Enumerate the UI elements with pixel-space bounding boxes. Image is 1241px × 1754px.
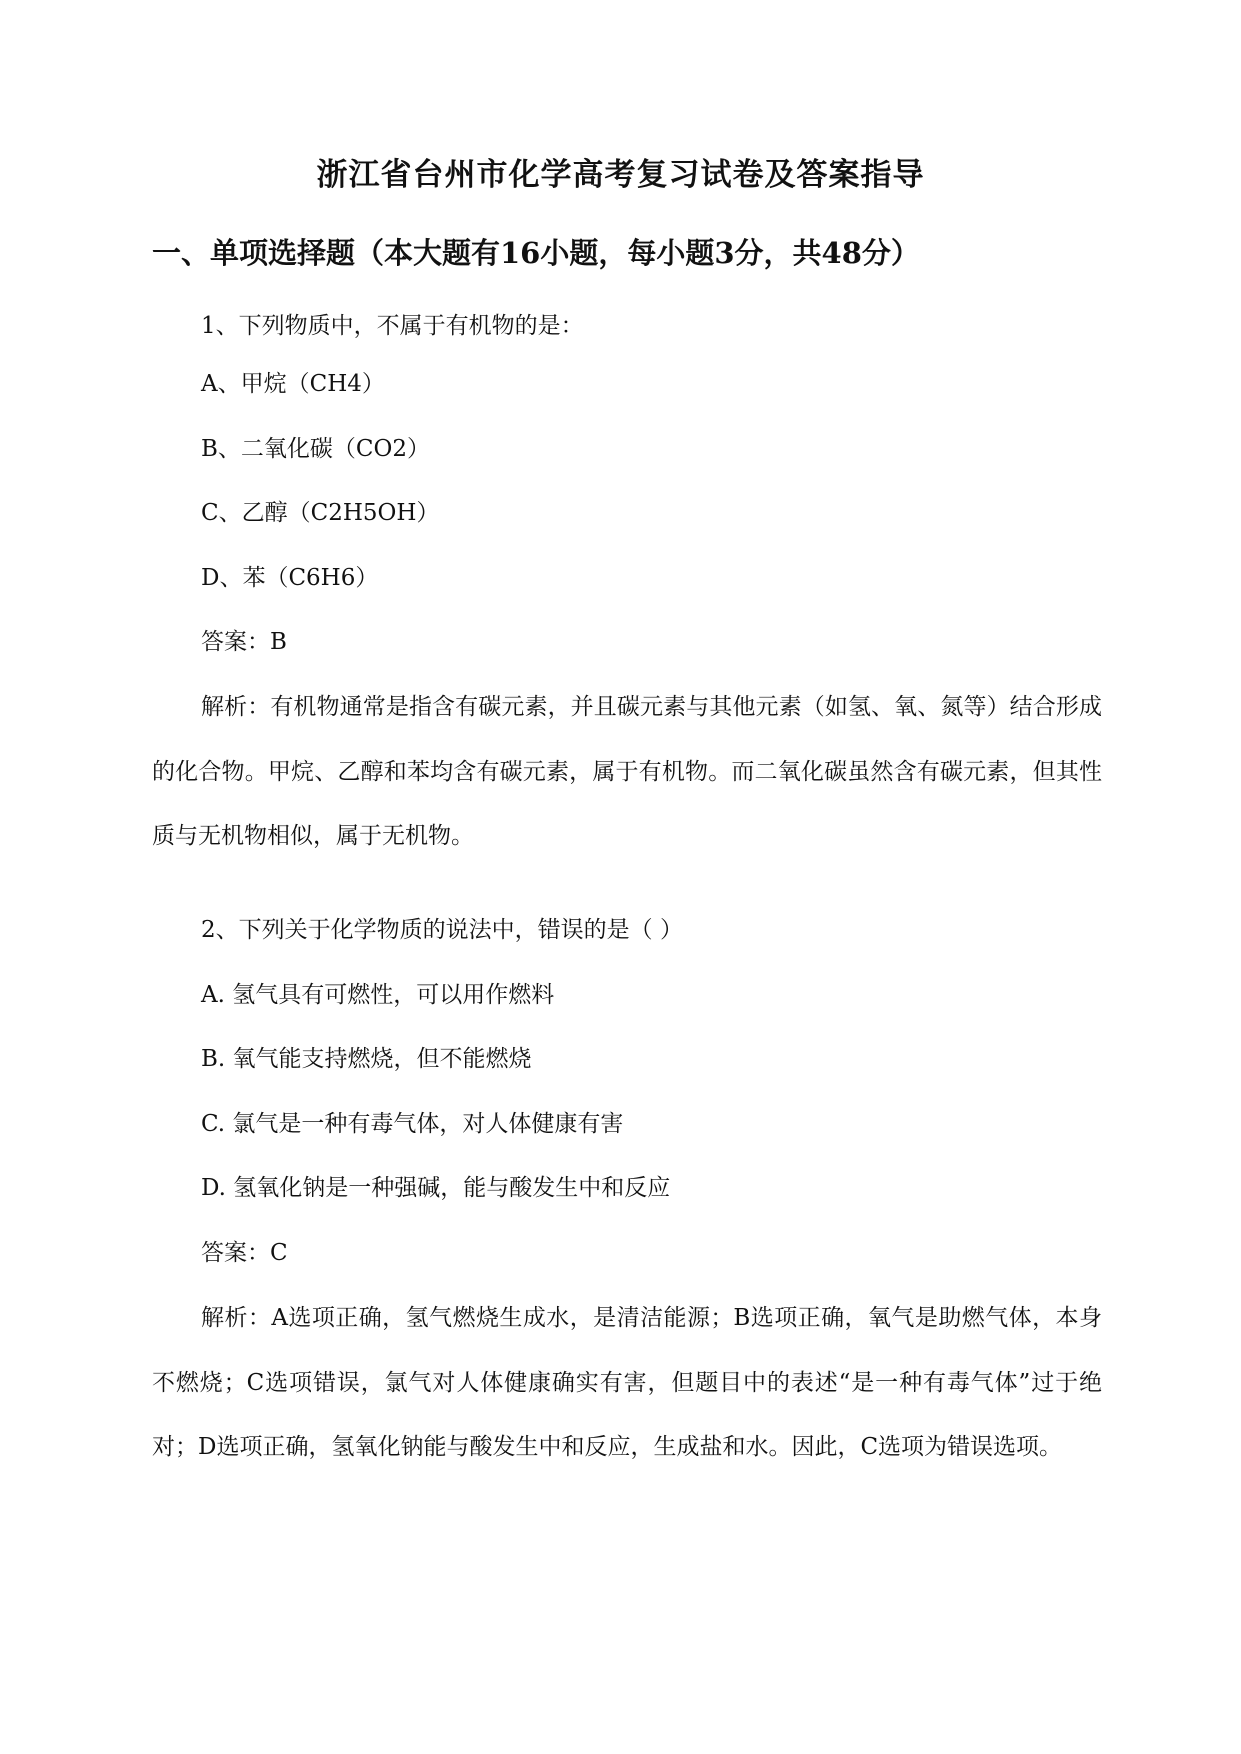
question-2-analysis: 解析：A选项正确，氢气燃烧生成水，是清洁能源；B选项正确，氧气是助燃气体，本身不燃烧；C选项错误，氯气对人体健康确实有害，但题目中的表述“是一种有毒气体”过于绝对；D选项正确，氢氧化钠能与酸发生中和反应，生成盐和水。因此，C选项为错误选项。 [152, 1305, 1102, 1460]
question-2-answer: 答案：C [201, 1240, 288, 1266]
question-2-option-c: C. 氯气是一种有毒气体，对人体健康有害 [201, 1111, 624, 1137]
question-1-option-d: D、苯（C6H6） [201, 565, 379, 591]
question-2-option-d: D. 氢氧化钠是一种强碱，能与酸发生中和反应 [201, 1175, 671, 1201]
question-1-option-b: B、二氧化碳（CO2） [201, 436, 430, 462]
question-2-option-b: B. 氧气能支持燃烧，但不能燃烧 [201, 1046, 532, 1072]
question-1-answer: 答案：B [201, 629, 287, 655]
question-1-option-c: C、乙醇（C2H5OH） [201, 500, 440, 526]
question-1-option-a: A、甲烷（CH4） [201, 371, 385, 397]
section-title: 一、单项选择题（本大题有16小题，每小题3分，共48分） [152, 236, 920, 270]
question-2-stem: 2、下列关于化学物质的说法中，错误的是（ ） [201, 917, 683, 943]
question-1-stem: 1、下列物质中，不属于有机物的是： [201, 313, 584, 339]
question-2-option-a: A. 氢气具有可燃性，可以用作燃料 [201, 982, 555, 1008]
document-title: 浙江省台州市化学高考复习试卷及答案指导 [316, 157, 925, 193]
question-1-analysis: 解析：有机物通常是指含有碳元素，并且碳元素与其他元素（如氢、氧、氮等）结合形成的化合物。甲烷、乙醇和苯均含有碳元素，属于有机物。而二氧化碳虽然含有碳元素，但其性质与无机物相似，属于无机物。 [152, 694, 1102, 849]
